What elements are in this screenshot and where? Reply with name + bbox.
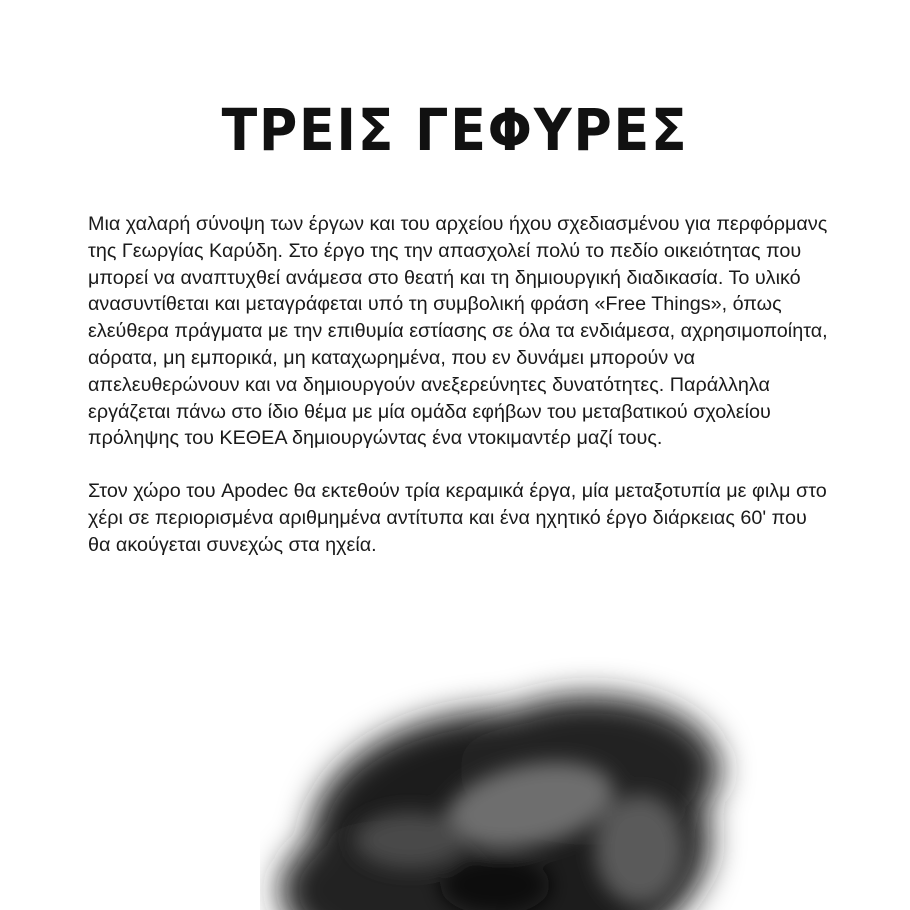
paragraph-intro: Μια χαλαρή σύνοψη των έργων και του αρχείου ήχου σχεδιασμένου για περφόρμανς της Γεωργίας Καρύδη. Στο έργο της την απασχολεί πολύ το πεδίο οικειότητας που μπορεί να αναπτυχθεί ανάμεσα στο θεατή και τη δημιουργική διαδικασία. Το υλικό ανασυντίθεται και μεταγράφεται υπό τη συμβολική φράση «Free Things», όπως ελεύθερα πράγματα με την επιθυμία εστίασης σε όλα τα ενδιάμεσα, αχρησιμοποίητα, αόρατα, μη εμπορικά, μη καταχωρημένα, που εν δυνάμει μπορούν να απελευθερώνουν και να δημιουργούν ανεξερεύνητες δυνατότητες. Παράλληλα εργάζεται πάνω στο ίδιο θέμα με μία ομάδα εφήβων του μεταβατικού σχολείου πρόληψης του ΚΕΘΕΑ δημιουργώντας ένα ντοκιμαντέρ μαζί τους.	[88, 213, 828, 450]
blurred-ceramic-object-image	[260, 640, 780, 910]
description-text	[88, 211, 828, 585]
page-title: ΤΡΕΙΣ ΓΕΦΥΡΕΣ	[221, 96, 689, 164]
paragraph-exhibition: Στον χώρο του Apodec θα εκτεθούν τρία κεραμικά έργα, μία μεταξοτυπία με φιλμ στο χέρι σε περιορισμένα αριθμημένα αντίτυπα και ένα ηχητικό έργο διάρκειας 60' που θα ακούγεται συνεχώς στα ηχεία.	[88, 480, 827, 556]
